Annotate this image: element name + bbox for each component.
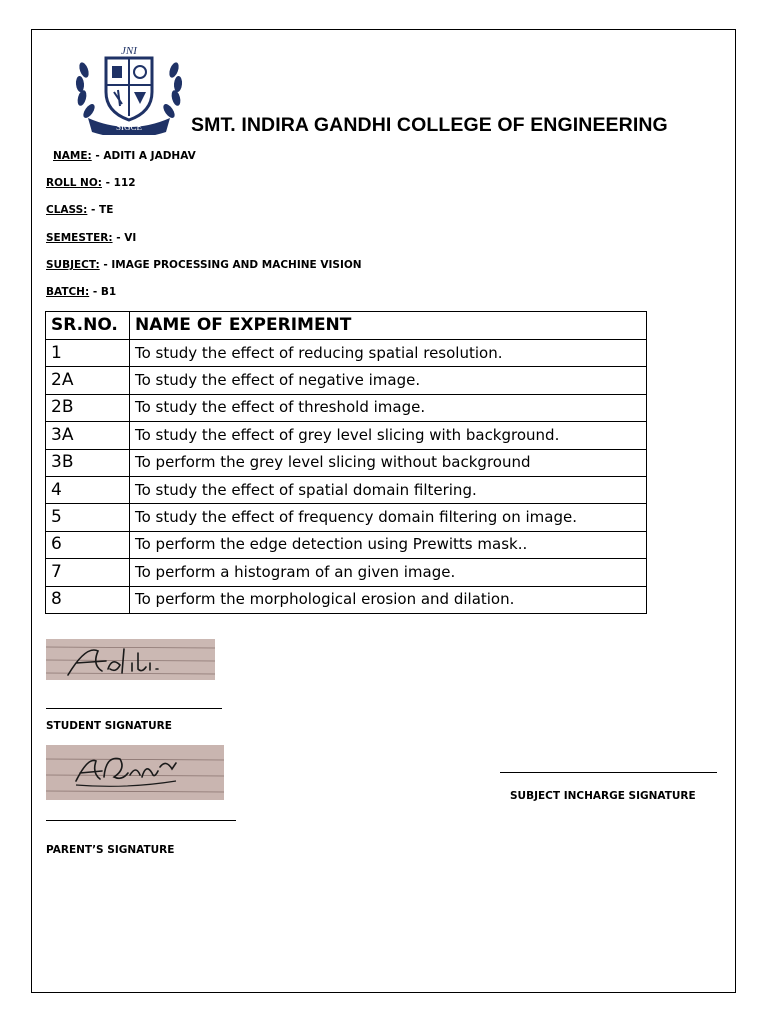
field-name — [53, 150, 196, 162]
row-experiment: To perform the grey level slicing without background — [130, 449, 647, 476]
field-name-value: - ADITI A JADHAV — [91, 150, 196, 162]
field-semester — [46, 232, 136, 244]
student-signature-label: STUDENT SIGNATURE — [46, 720, 172, 732]
table-row — [46, 531, 647, 558]
row-experiment: To study the effect of reducing spatial resolution. — [130, 340, 647, 367]
row-number: 5 — [46, 504, 130, 531]
table-row — [46, 367, 647, 394]
row-experiment: To study the effect of negative image. — [130, 367, 647, 394]
table-row — [46, 340, 647, 367]
field-roll-value: - 112 — [101, 177, 136, 189]
field-roll — [46, 177, 136, 189]
table-row — [46, 476, 647, 503]
row-number: 3B — [46, 449, 130, 476]
logo-banner-text: SIGCE — [115, 122, 143, 132]
field-batch-value: - B1 — [89, 286, 117, 298]
parent-signature-label: PARENT’S SIGNATURE — [46, 844, 175, 856]
table-header-row — [46, 312, 647, 340]
row-number: 2B — [46, 394, 130, 421]
field-batch — [46, 286, 116, 298]
student-signature-image — [46, 639, 215, 680]
parent-signature-image — [46, 745, 224, 800]
table-row — [46, 449, 647, 476]
incharge-signature-label: SUBJECT INCHARGE SIGNATURE — [510, 790, 696, 802]
parent-signature-line — [46, 820, 236, 821]
experiments-table — [45, 311, 647, 614]
table-row — [46, 559, 647, 586]
field-semester-value: - VI — [112, 232, 137, 244]
header-experiment-name: NAME OF EXPERIMENT — [130, 312, 647, 340]
field-subject-value: - IMAGE PROCESSING AND MACHINE VISION — [99, 259, 362, 271]
field-semester-label: SEMESTER: — [46, 232, 113, 244]
row-number: 4 — [46, 476, 130, 503]
college-logo — [70, 40, 188, 135]
field-roll-label: ROLL NO: — [46, 177, 102, 189]
incharge-signature-line — [500, 772, 717, 773]
table-row — [46, 504, 647, 531]
row-number: 2A — [46, 367, 130, 394]
field-subject — [46, 259, 362, 271]
table-row — [46, 394, 647, 421]
field-class — [46, 204, 113, 216]
logo-crest-text: JNI — [121, 45, 137, 57]
field-batch-label: BATCH: — [46, 286, 90, 298]
row-experiment: To study the effect of grey level slicing with background. — [130, 422, 647, 449]
header-srno: SR.NO. — [46, 312, 130, 340]
row-number: 7 — [46, 559, 130, 586]
row-experiment: To perform the morphological erosion and dilation. — [130, 586, 647, 613]
table-row — [46, 586, 647, 613]
field-class-label: CLASS: — [46, 204, 88, 216]
student-signature-line — [46, 708, 222, 709]
field-name-label: NAME: — [53, 150, 92, 162]
table-row — [46, 422, 647, 449]
row-number: 1 — [46, 340, 130, 367]
row-number: 3A — [46, 422, 130, 449]
row-experiment: To perform a histogram of an given image. — [130, 559, 647, 586]
row-experiment: To study the effect of frequency domain filtering on image. — [130, 504, 647, 531]
row-experiment: To study the effect of threshold image. — [130, 394, 647, 421]
field-subject-label: SUBJECT: — [46, 259, 100, 271]
row-experiment: To study the effect of spatial domain filtering. — [130, 476, 647, 503]
row-number: 6 — [46, 531, 130, 558]
row-number: 8 — [46, 586, 130, 613]
row-experiment: To perform the edge detection using Prewitts mask.. — [130, 531, 647, 558]
field-class-value: - TE — [87, 204, 114, 216]
college-title: SMT. INDIRA GANDHI COLLEGE OF ENGINEERING — [191, 114, 668, 136]
